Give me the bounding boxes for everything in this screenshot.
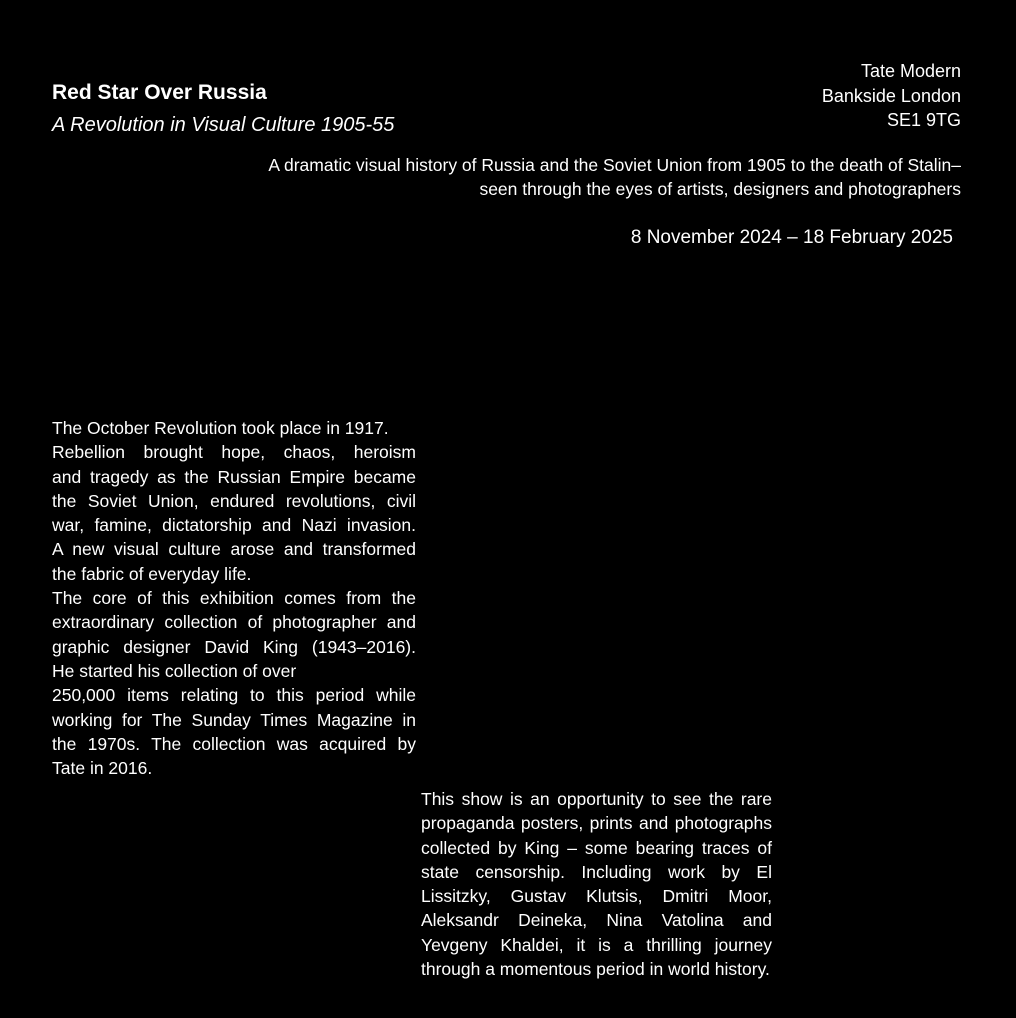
text-line: graphic designer David King (1943–2016).	[52, 636, 416, 657]
highlight-paragraph: This show is an opportunity to see the rare propaganda posters, prints and photographs collected by King – some bearing traces of state censorship. Including work by El Lissitzky, Gustav Klutsis, Dmitri Moor, Aleksandr Deineka, Nina Vatolina and Yevgeny Khaldei, it is a thrilling journey through a momentous period in world history.	[421, 789, 772, 980]
intro-text	[52, 416, 416, 780]
text-line: 250,000 items relating to this period while	[52, 685, 416, 706]
exhibition-title: Red Star Over Russia	[52, 81, 267, 104]
text-line: the Soviet Union, endured revolutions, civil	[52, 490, 416, 511]
exhibition-dates: 8 November 2024 – 18 February 2025	[630, 227, 953, 248]
text-line: war, famine, dictatorship and Nazi invasion.	[52, 515, 416, 536]
tagline-line: A dramatic visual history of Russia and the Soviet Union from 1905 to the death of Stalin–	[268, 155, 961, 175]
text-line: and tragedy as the Russian Empire became	[52, 466, 416, 487]
text-line: the fabric of everyday life.	[52, 563, 252, 584]
venue-name: Tate Modern	[860, 61, 961, 81]
venue-street: Bankside London	[821, 85, 961, 106]
highlight-text	[421, 787, 772, 981]
tagline-line: seen through the eyes of artists, designers and photographers	[479, 179, 961, 199]
text-line: A new visual culture arose and transformed	[52, 539, 416, 560]
text-line: The core of this exhibition comes from the	[52, 588, 416, 609]
intro-paragraph-1	[52, 416, 416, 586]
intro-paragraph-2	[52, 586, 416, 780]
exhibition-subtitle: A Revolution in Visual Culture 1905-55	[52, 114, 395, 136]
exhibition-tagline	[161, 153, 961, 201]
text-line: Tate in 2016.	[52, 758, 153, 779]
text-line: the 1970s. The collection was acquired by	[52, 733, 416, 754]
text-line: The October Revolution took place in 1917.	[52, 418, 389, 438]
venue-address	[822, 59, 961, 133]
text-line: He started his collection of over	[52, 660, 297, 681]
text-line: working for The Sunday Times Magazine in	[52, 709, 416, 730]
text-line: Rebellion brought hope, chaos, heroism	[52, 442, 416, 463]
text-line: extraordinary collection of photographer and	[52, 612, 416, 633]
venue-postcode: SE1 9TG	[886, 110, 961, 130]
